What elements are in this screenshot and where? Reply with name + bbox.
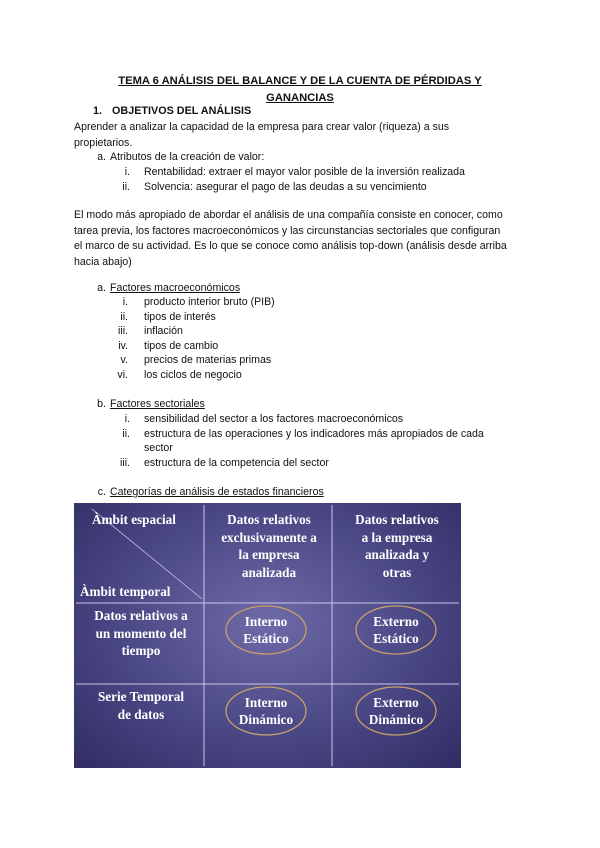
list-label: Atributos de la creación de valor: xyxy=(110,151,265,163)
list-marker: c. xyxy=(97,486,106,498)
list-marker: a. xyxy=(97,151,106,163)
list-label: Factores macroeconómicos xyxy=(110,282,241,294)
cell-interno-estatico: Interno Estático xyxy=(243,614,289,646)
corner-label-temporal: Àmbit temporal xyxy=(80,584,171,599)
paragraph-line: el marco de su actividad. Es lo que se conoce como análisis top-down (análisis desde arriba xyxy=(74,240,507,252)
list-text: tipos de interés xyxy=(144,311,216,323)
intro-paragraph xyxy=(74,120,524,151)
list-marker: iii. xyxy=(117,325,128,337)
title-line-2: GANANCIAS xyxy=(266,92,334,104)
col-header-empresa: Datos relativos exclusivamente a la empresa analizada xyxy=(221,512,317,580)
section-title: OBJETIVOS DEL ANÁLISIS xyxy=(112,105,252,117)
title-line-1: TEMA 6 ANÁLISIS DEL BALANCE Y DE LA CUENTA DE PÉRDIDAS Y xyxy=(118,75,482,87)
corner-label-espacial: Àmbit espacial xyxy=(92,512,176,527)
section-heading xyxy=(93,105,251,117)
list-text: sensibilidad del sector a los factores macroeconómicos xyxy=(144,413,404,425)
list-marker: i. xyxy=(124,166,130,178)
list-marker: i. xyxy=(124,413,130,425)
topdown-paragraph xyxy=(74,208,524,270)
list-marker: vi. xyxy=(117,369,128,381)
row-header-serie: Serie Temporal de datos xyxy=(97,689,185,722)
list-marker: i. xyxy=(122,296,128,308)
cell-externo-dinamico: Externo Dinámico xyxy=(368,695,424,727)
col-header-otras: Datos relativos a la empresa analizada y otras xyxy=(355,512,439,580)
intro-line: propietarios. xyxy=(74,136,133,149)
paragraph-line: hacia abajo) xyxy=(74,255,132,268)
row-header-momento: Datos relativos a un momento del tiempo xyxy=(94,608,188,658)
list-label: Factores sectoriales xyxy=(110,398,205,410)
paragraph-line: El modo más apropiado de abordar el análisis de una compañía consiste en conocer, como xyxy=(74,209,503,221)
list-text: estructura de la competencia del sector xyxy=(144,457,329,469)
cell-externo-estatico: Externo Estático xyxy=(373,614,419,646)
paragraph-line: tarea previa, los factores macroeconómicos y las circunstancias sectoriales que configuran xyxy=(74,224,501,237)
list-text: estructura de las operaciones y los indicadores más apropiados de cada xyxy=(144,428,484,440)
document-title xyxy=(90,73,510,107)
list-text: tipos de cambio xyxy=(144,340,219,352)
intro-line: Aprender a analizar la capacidad de la empresa para crear valor (riqueza) a sus xyxy=(74,121,450,133)
list-text: sector xyxy=(144,442,173,454)
list-marker: ii. xyxy=(122,181,130,193)
list-marker: v. xyxy=(120,354,128,366)
list-text: Solvencia: asegurar el pago de las deudas a su vencimiento xyxy=(144,181,427,193)
list-marker: ii. xyxy=(120,311,128,323)
list-label: Categorías de análisis de estados financieros xyxy=(110,486,324,498)
list-text: producto interior bruto (PIB) xyxy=(144,296,275,308)
list-marker: a. xyxy=(97,282,106,294)
list-text: Rentabilidad: extraer el mayor valor posible de la inversión realizada xyxy=(144,166,465,178)
analysis-categories-figure xyxy=(74,503,461,768)
section-number: 1. xyxy=(93,105,103,117)
list-text: precios de materias primas xyxy=(144,354,272,366)
list-text: inflación xyxy=(144,325,183,337)
list-marker: iv. xyxy=(118,340,128,352)
list-marker: ii. xyxy=(122,428,130,440)
list-text: los ciclos de negocio xyxy=(144,369,242,381)
list-marker: b. xyxy=(97,398,106,410)
cell-interno-dinamico: Interno Dinámico xyxy=(238,695,294,727)
list-marker: iii. xyxy=(119,457,130,469)
